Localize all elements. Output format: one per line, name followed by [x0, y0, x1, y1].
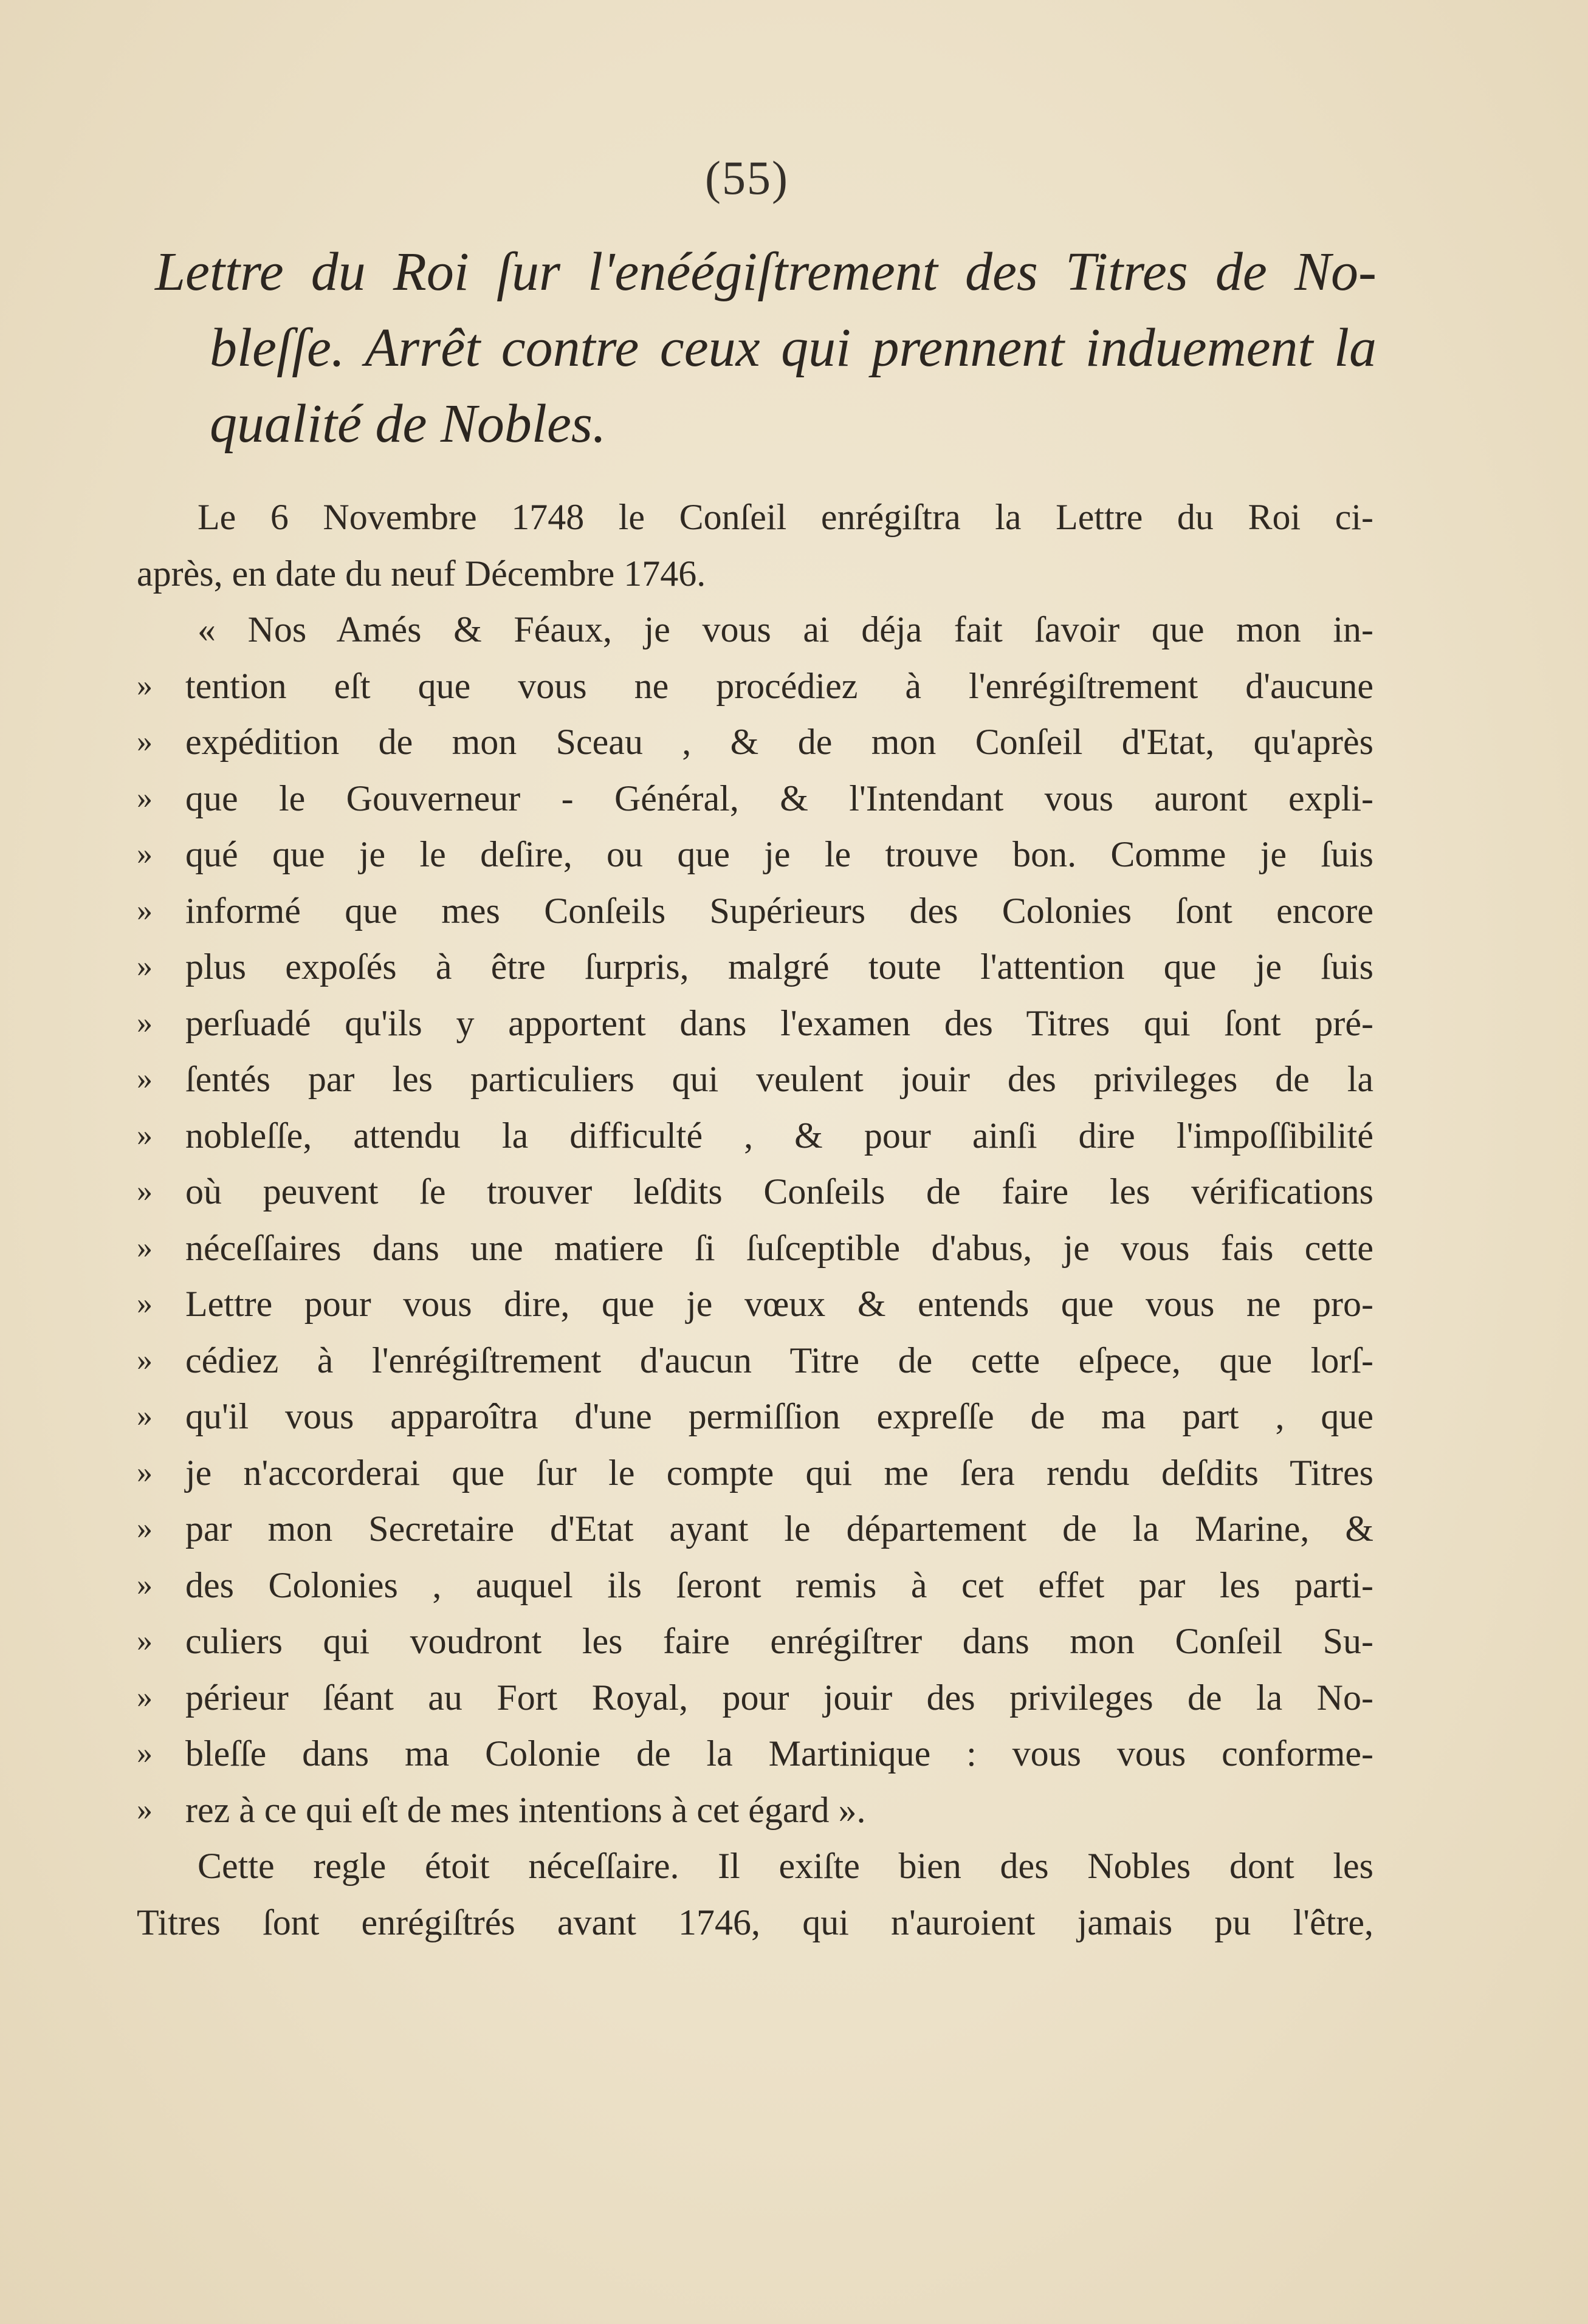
text-line: » qu'il vous apparoîtra d'une permiſſion expreſſe de ma part , que: [137, 1388, 1373, 1445]
text-line: » culiers qui voudront les faire enrégiſtrer dans mon Conſeil Su-: [137, 1613, 1373, 1670]
text-line: » perſuadé qu'ils y apportent dans l'examen des Titres qui ſont pré-: [137, 995, 1373, 1052]
text-line: « Nos Amés & Féaux, je vous ai déja fait ſavoir que mon in-: [198, 609, 1373, 650]
quote-mark: »: [137, 1455, 153, 1490]
text-line: » des Colonies , auquel ils ſeront remis à cet effet par les parti-: [137, 1557, 1373, 1614]
text-line: » bleſſe dans ma Colonie de la Martinique : vous vous conforme-: [137, 1726, 1373, 1782]
text-line: » rez à ce qui eſt de mes intentions à cet égard ».: [137, 1782, 1373, 1839]
text-line: » tention eſt que vous ne procédiez à l'enrégiſtrement d'aucune: [137, 658, 1373, 715]
quote-mark: »: [137, 780, 153, 815]
quote-mark: »: [137, 1567, 153, 1602]
text-line: » néceſſaires dans une matiere ſi ſuſceptible d'abus, je vous fais cette: [137, 1220, 1373, 1277]
text-line: » cédiez à l'enrégiſtrement d'aucun Titre de cette eſpece, que lorſ-: [137, 1332, 1373, 1389]
quote-mark: »: [137, 1230, 153, 1265]
quote-mark: »: [137, 1792, 153, 1827]
text-line: » où peuvent ſe trouver leſdits Conſeils de faire les vérifications: [137, 1164, 1373, 1220]
page-number: (55): [705, 151, 789, 204]
text-line: » par mon Secretaire d'Etat ayant le département de la Marine, &: [137, 1501, 1373, 1557]
text-line: » informé que mes Conſeils Supérieurs des Colonies ſont encore: [137, 883, 1373, 939]
heading-line: qualité de Nobles.: [210, 394, 607, 454]
quote-mark: »: [137, 1286, 153, 1321]
text-line: » que le Gouverneur - Général, & l'Intendant vous auront expli-: [137, 770, 1373, 827]
heading-line: bleſſe. Arrêt contre ceux qui prennent induement la: [210, 318, 1377, 378]
text-line: » Lettre pour vous dire, que je vœux & entends que vous ne pro-: [137, 1276, 1373, 1332]
quote-mark: »: [137, 1679, 153, 1715]
text-line: Le 6 Novembre 1748 le Conſeil enrégiſtra la Lettre du Roi ci-: [198, 497, 1373, 537]
section-heading: [155, 234, 1377, 462]
text-line: » expédition de mon Sceau , & de mon Conſeil d'Etat, qu'après: [137, 714, 1373, 770]
heading-line: Lettre du Roi ſur l'enéégiſtrement des Titres de No-: [155, 242, 1377, 302]
quote-mark: »: [137, 1005, 153, 1040]
quote-mark: »: [137, 837, 153, 871]
text-line: Titres ſont enrégiſtrés avant 1746, qui n'auroient jamais pu l'être,: [137, 1902, 1373, 1942]
quote-mark: »: [137, 1511, 153, 1546]
quote-mark: »: [137, 1399, 153, 1433]
quote-mark: »: [137, 1623, 153, 1658]
text-line: » qué que je le deſire, ou que je le trouve bon. Comme je ſuis: [137, 826, 1373, 883]
text-line: après, en date du neuf Décembre 1746.: [137, 553, 706, 594]
quote-mark: »: [137, 724, 153, 759]
text-line: » ſentés par les particuliers qui veulent jouir des privileges de la: [137, 1051, 1373, 1108]
quote-mark: »: [137, 1736, 153, 1770]
quote-mark: »: [137, 1174, 153, 1208]
quote-mark: »: [137, 1117, 153, 1153]
quote-mark: »: [137, 949, 153, 984]
text-line: Cette regle étoit néceſſaire. Il exiſte bien des Nobles dont les: [198, 1846, 1373, 1886]
body-text: [137, 489, 1373, 1950]
quote-mark: »: [137, 893, 153, 928]
text-line: » nobleſſe, attendu la difficulté , & pour ainſi dire l'impoſſibilité: [137, 1108, 1373, 1164]
quote-mark: »: [137, 1342, 153, 1377]
text-line: » je n'accorderai que ſur le compte qui me ſera rendu deſdits Titres: [137, 1445, 1373, 1501]
quote-mark: »: [137, 1061, 153, 1096]
text-line: » plus expoſés à être ſurpris, malgré toute l'attention que je ſuis: [137, 939, 1373, 995]
quote-mark: »: [137, 668, 153, 703]
text-line: » périeur ſéant au Fort Royal, pour jouir des privileges de la No-: [137, 1670, 1373, 1726]
